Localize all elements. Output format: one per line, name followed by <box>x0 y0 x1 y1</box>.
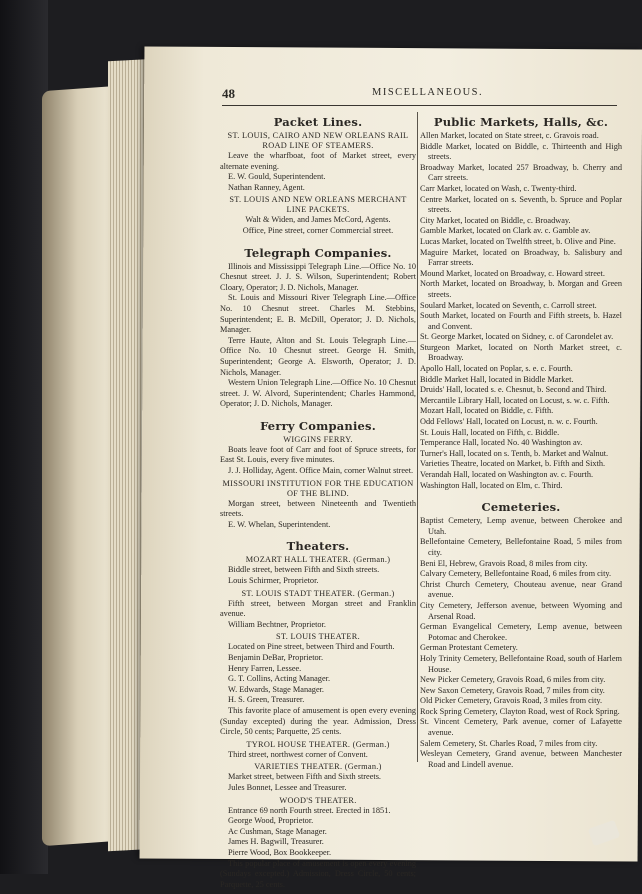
entry-text: Morgan street, between Nineteenth and Twentieth streets. <box>220 498 416 519</box>
section-heading: Ferry Companies. <box>260 418 376 433</box>
entry-text: E. W. Whelan, Superintendent. <box>228 519 331 529</box>
entry-text: Maguire Market, located on Broadway, b. Salisbury and Farrar streets. <box>420 247 622 268</box>
page-number: 48 <box>222 86 235 101</box>
entry-text: Verandah Hall, located on Washington av. c. Fourth. <box>420 470 594 479</box>
entry-title: MISSOURI INSTITUTION FOR THE EDUCATION OF THE BLIND. <box>222 478 414 498</box>
entry-text: St. Louis Hall, located on Fifth, c. Biddle. <box>420 427 560 437</box>
entry-text: Baptist Cemetery, Lemp avenue, between Cherokee and Utah. <box>420 516 622 536</box>
entry-text: Jules Bonnet, Lessee and Treasurer. <box>228 782 347 792</box>
entry-text: Mozart Hall, located on Biddle, c. Fifth. <box>420 406 554 416</box>
entry-text: William Bechtner, Proprietor. <box>228 619 326 629</box>
entry-title: MOZART HALL THEATER. (German.) <box>245 555 391 565</box>
entry-text: James H. Bagwill, Treasurer. <box>228 837 324 847</box>
entry-text: Fifth street, between Morgan street and Franklin avenue. <box>220 598 416 619</box>
section-gap <box>220 530 416 534</box>
entry-text: Beni El, Hebrew, Gravois Road, 8 miles from city. <box>420 558 588 568</box>
entry-text: City Market, located on Biddle, c. Broadway. <box>420 215 571 225</box>
section-gap <box>220 890 416 894</box>
entry-text: Allen Market, located on State street, c. Gravois road. <box>420 131 599 140</box>
entry-text: Terre Haute, Alton and St. Louis Telegraph Line.—Office No. 10 Chesnut street. George H. Smith, Superintendent; George A. Elsworth, Operator; J. D. Nichols, Manager. <box>220 335 416 377</box>
entry-text: South Market, located on Fourth and Fifth streets, b. Hazel and Convent. <box>420 311 622 331</box>
entry-text: Illinois and Mississippi Telegraph Line.—Office No. 10 Chesnut street. J. J. S. Wilson, Superintendent; Robert Cloary, Operator; J. D. Nichols, Manager. <box>220 261 416 292</box>
entry-text: Ac Cushman, Stage Manager. <box>228 826 327 836</box>
entry-text: Gamble Market, located on Clark av. c. Gamble av. <box>420 226 591 236</box>
entry-text: H. S. Green, Treasurer. <box>228 695 305 705</box>
entry-text: Salem Cemetery, St. Charles Road, 7 miles from city. <box>420 738 598 748</box>
entry-text: New Picker Cemetery, Gravois Road, 6 miles from city. <box>420 675 606 685</box>
entry-title: WOOD'S THEATER. <box>279 795 357 805</box>
entry-text: Located on Pine street, between Third and Fourth. <box>228 642 395 652</box>
entry-text: Soulard Market, located on Seventh, c. Carroll street. <box>420 300 597 310</box>
entry-text: Old Picker Cemetery, Gravois Road, 3 miles from city. <box>420 696 603 706</box>
entry-text: St. George Market, located on Sidney, c. of Carondelet av. <box>420 332 614 342</box>
entry-text: Druids' Hall, located s. e. Chesnut, b. Second and Third. <box>420 385 607 395</box>
background-shadow <box>0 0 48 874</box>
entry-text: Christ Church Cemetery, Chouteau avenue, near Grand avenue. <box>420 579 622 600</box>
entry-text: Walt & Widen, and James McCord, Agents. <box>245 215 391 225</box>
entry-text: Turner's Hall, located on s. Tenth, b. Market and Walnut. <box>420 448 609 458</box>
entry-text: Wesleyan Cemetery, Grand avenue, between Manchester Road and Lindell avenue. <box>420 749 622 769</box>
section-gap <box>420 491 622 495</box>
entry-text: Sturgeon Market, located on North Market street, c. Broadway. <box>420 342 622 363</box>
entry-text: Apollo Hall, located on Poplar, s. e. c. Fourth. <box>420 364 573 374</box>
entry-text: Washington Hall, located on Elm, c. Third. <box>420 480 563 490</box>
page-header <box>222 86 617 108</box>
entry-title: TYROL HOUSE THEATER. (German.) <box>246 739 390 749</box>
section-heading: Public Markets, Halls, &c. <box>433 115 609 129</box>
entry-text: G. T. Collins, Acting Manager. <box>228 674 331 684</box>
entry-text: Temperance Hall, located No. 40 Washington av. <box>420 438 583 448</box>
running-head: MISCELLANEOUS. <box>372 87 484 98</box>
entry-text: Mercantile Library Hall, located on Locust, s. w. c. Fifth. <box>420 395 610 405</box>
entry-text: Holy Trinity Cemetery, Bellefontaine Road, south of Harlem House. <box>420 653 622 674</box>
entry-text: Biddle Market Hall, located in Biddle Market. <box>420 374 574 384</box>
column-divider <box>417 112 418 762</box>
entry-text: St. Louis and Missouri River Telegraph Line.—Office No. 10 Chesnut street. Charles M. Stebbins, Superintendent; E. B. McDill, Operator; J. D. Nichols, Manager. <box>220 293 416 335</box>
entry-text: Boats leave foot of Carr and foot of Spruce streets, for East St. Louis, every five minutes. <box>220 444 416 465</box>
entry-text: Biddle street, between Fifth and Sixth streets. <box>228 565 380 575</box>
entry-title: ST. LOUIS AND NEW ORLEANS MERCHANT LINE PACKETS. <box>229 195 407 215</box>
entry-text: Henry Farren, Lessee. <box>228 663 302 673</box>
entry-title: ST. LOUIS THEATER. <box>276 632 360 642</box>
entry-text: Lucas Market, located on Twelfth street, b. Olive and Pine. <box>420 236 616 246</box>
entry-title: ST. LOUIS STADT THEATER. (German.) <box>241 588 395 598</box>
section-gap <box>420 770 622 774</box>
entry-text: Carr Market, located on Wash, c. Twenty-third. <box>420 183 577 193</box>
section-heading: Packet Lines. <box>273 115 363 129</box>
entry-text: North Market, located on Broadway, b. Morgan and Green streets. <box>420 279 622 299</box>
left-column <box>220 110 416 894</box>
header-rule <box>222 105 617 106</box>
section-gap <box>220 237 416 241</box>
entry-title: ST. LOUIS, CAIRO AND NEW ORLEANS RAIL ROAD LINE OF STEAMERS. <box>227 131 409 150</box>
entry-text: Odd Fellows' Hall, located on Locust, n. w. c. Fourth. <box>420 417 598 427</box>
entry-text: This favorite place of amusement is open every evening (Sunday excepted) during the year. Admission, Dress Circle, 50 cents; Parquette, 25 cents. <box>220 705 416 737</box>
entry-text: This popular place of amusement is open every evening (Sundays excepted.) Admission, Dress Circle, 50 cents; Parquette, 25 cents. <box>220 858 416 889</box>
entry-text: Pierre Wood, Box Bookkeeper. <box>228 847 332 857</box>
entry-text: St. Vincent Cemetery, Park avenue, corner of Lafayette avenue. <box>420 717 622 738</box>
entry-text: Louis Schirmer, Proprietor. <box>228 576 319 586</box>
section-heading: Telegraph Companies. <box>244 245 392 260</box>
entry-text: New Saxon Cemetery, Gravois Road, 7 miles from city. <box>420 685 605 695</box>
entry-text: Third street, northwest corner of Convent. <box>228 749 368 759</box>
entry-text: Varieties Theatre, located on Market, b. Fifth and Sixth. <box>420 459 606 469</box>
entry-text: Leave the wharfboat, foot of Market street, every alternate evening. <box>220 151 416 171</box>
entry-text: Mound Market, located on Broadway, c. Howard street. <box>420 268 605 278</box>
entry-text: Entrance 69 north Fourth street. Erected in 1851. <box>228 805 391 815</box>
entry-text: Market street, between Fifth and Sixth streets. <box>228 772 381 782</box>
entry-text: Benjamin DeBar, Proprietor. <box>228 653 324 662</box>
entry-text: Calvary Cemetery, Bellefontaine Road, 6 miles from city. <box>420 569 612 579</box>
entry-text: Centre Market, located on s. Seventh, b. Spruce and Poplar streets. <box>420 194 622 215</box>
entry-text: W. Edwards, Stage Manager. <box>228 684 325 694</box>
section-heading: Cemeteries. <box>481 500 561 515</box>
entry-text: Office, Pine street, corner Commercial street. <box>242 225 394 235</box>
entry-text: Nathan Ranney, Agent. <box>228 182 305 192</box>
entry-text: Bellefontaine Cemetery, Bellefontaine Road, 5 miles from city. <box>420 537 622 557</box>
entry-title: WIGGINS FERRY. <box>283 434 353 444</box>
entry-text: German Evangelical Cemetery, Lemp avenue, between Potomac and Cherokee. <box>420 622 622 642</box>
entry-text: Broadway Market, located 257 Broadway, b. Cherry and Carr streets. <box>420 162 622 183</box>
entry-text: George Wood, Proprietor. <box>228 816 314 826</box>
entry-text: E. W. Gould, Superintendent. <box>228 172 326 182</box>
entry-text: German Protestant Cemetery. <box>420 643 518 653</box>
entry-title: VARIETIES THEATER. (German.) <box>254 762 382 772</box>
right-column <box>420 110 622 774</box>
entry-text: Western Union Telegraph Line.—Office No. 10 Chesnut street. J. W. Alvord, Superintendent; Charles Hammond, Operator; J. D. Nichols, Manager. <box>220 378 416 409</box>
entry-text: City Cemetery, Jefferson avenue, between Wyoming and Arsenal Road. <box>420 600 622 621</box>
entry-text: J. J. Holliday, Agent. Office Main, corner Walnut street. <box>228 466 414 476</box>
section-gap <box>220 410 416 414</box>
entry-text: Biddle Market, located on Biddle, c. Thirteenth and High streets. <box>420 141 622 162</box>
entry-text: Rock Spring Cemetery, Clayton Road, west of Rock Spring. <box>420 706 620 716</box>
section-heading: Theaters. <box>286 539 350 554</box>
